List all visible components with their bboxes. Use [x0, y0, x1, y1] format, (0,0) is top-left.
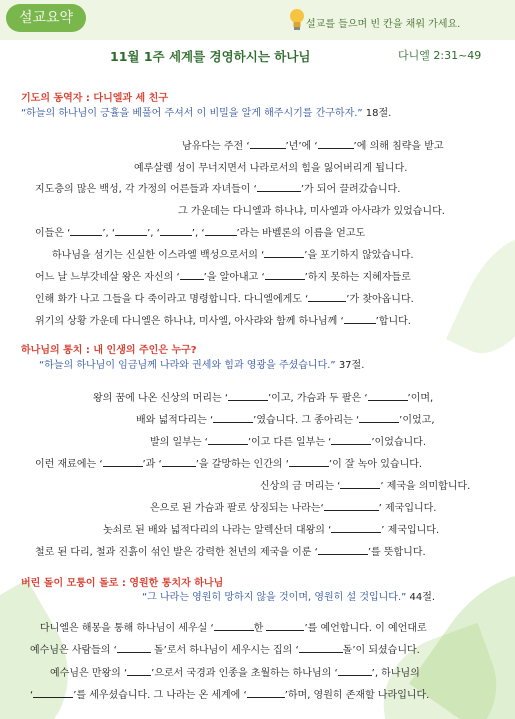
- verse-text: “하늘의 하나님이 임금님께 나라와 권세와 힘과 영광을 주셨습니다.”: [39, 360, 336, 371]
- fill-line: ‘ ’를 세우셨습니다. 그 나라는 온 세계에 ‘ ’하며, 영원히 존재할 나라입니다.: [30, 690, 430, 701]
- verse-ref: 18절.: [365, 108, 392, 119]
- blank-field[interactable]: [70, 226, 102, 236]
- section-verse: [142, 588, 435, 603]
- blank-field[interactable]: [368, 391, 408, 401]
- verse-ref: 44절.: [409, 592, 436, 603]
- light-bulb-icon: [286, 6, 308, 34]
- blank-field[interactable]: [115, 226, 147, 236]
- blank-field[interactable]: [33, 688, 73, 698]
- fill-line: 인해 화가 나고 그들을 다 죽이라고 명령합니다. 다니엘에게도 ‘ ’가 찾아옵니다.: [35, 294, 414, 305]
- blank-field[interactable]: [299, 643, 343, 653]
- blank-field[interactable]: [214, 621, 254, 631]
- blank-field[interactable]: [338, 666, 372, 676]
- blank-field[interactable]: [266, 621, 304, 631]
- fill-line: 신상의 금 머리는 ‘ ’ 제국을 의미합니다.: [260, 481, 471, 492]
- header-title: 설교요약: [6, 4, 86, 32]
- fill-line: 놋쇠로 된 배와 넓적다리의 나라는 알렉산더 대왕의 ‘ ’ 제국입니다.: [103, 525, 440, 536]
- blank-field[interactable]: [160, 226, 192, 236]
- fill-line: 위기의 상황 가운데 다니엘은 하나냐, 미사엘, 아사랴와 함께 하나님께 ‘ ’합니다.: [35, 316, 411, 327]
- blank-field[interactable]: [117, 643, 151, 653]
- fill-line: 예루살렘 성이 무너지면서 나라로서의 힘을 잃어버리게 됩니다.: [134, 163, 408, 174]
- fill-line: 철로 된 다리, 철과 진흙이 섞인 발은 강력한 천년의 제국을 이룬 ‘ ’를 뜻합니다.: [35, 547, 426, 558]
- fill-line: 배와 넓적다리는 ‘ ’였습니다. 그 종아리는 ‘ ’이었고,: [136, 415, 435, 426]
- title-row: [0, 47, 515, 65]
- fill-line: 이런 재료에는 ‘ ’과 ‘ ’을 갈망하는 인간의 ‘ ’이 잘 녹아 있습니다.: [35, 459, 423, 470]
- blank-field[interactable]: [308, 292, 346, 302]
- scripture-reference: 다니엘 2:31~49: [398, 49, 482, 62]
- header-note: 설교를 들으며 빈 칸을 채워 가세요.: [306, 19, 461, 30]
- section-heading: 버린 돌이 모퉁이 돌로 : 영원한 통치자 하나님: [21, 578, 224, 589]
- blank-field[interactable]: [180, 270, 204, 280]
- blank-field[interactable]: [318, 545, 368, 555]
- leaf-decoration: [446, 221, 515, 368]
- header-bar: [0, 0, 515, 40]
- sermon-title: 11월 1주 세계를 경영하시는 하나님: [110, 49, 311, 64]
- section-verse: [39, 356, 364, 371]
- blank-field[interactable]: [247, 688, 285, 698]
- blank-field[interactable]: [359, 413, 399, 423]
- section-heading: 하나님의 통치 : 내 인생의 주인은 누구?: [21, 345, 197, 356]
- blank-field[interactable]: [103, 457, 143, 467]
- verse-text: “하늘의 하나님이 긍휼을 베풀어 주셔서 이 비밀을 알게 해주시기를 간구하자.”: [21, 108, 363, 119]
- blank-field[interactable]: [162, 457, 196, 467]
- fill-line: 하나님을 섬기는 신실한 이스라엘 백성으로서의 ‘ ’을 포기하지 않았습니다.: [52, 250, 414, 261]
- fill-line: 예수님은 만왕의 ‘ ’으로서 국경과 인종을 초월하는 하나님의 ‘ ’, 하나님의: [50, 668, 420, 679]
- verse-ref: 37절.: [338, 360, 365, 371]
- blank-field[interactable]: [331, 435, 371, 445]
- fill-line: 예수님은 사람들의 ‘ 돌’로서 하나님이 세우시는 집의 ‘ 돌’이 되셨습니다.: [30, 645, 420, 656]
- blank-field[interactable]: [324, 501, 379, 511]
- blank-field[interactable]: [250, 139, 286, 149]
- blank-field[interactable]: [208, 435, 248, 445]
- blank-field[interactable]: [127, 666, 151, 676]
- fill-line: 발의 일부는 ‘ ’이고 다른 일부는 ‘ ’이었습니다.: [150, 437, 427, 448]
- fill-line: 다니엘은 해몽을 통해 하나님이 세우실 ‘ 한 ’를 예언합니다. 이 예언대로: [40, 623, 427, 634]
- blank-field[interactable]: [213, 413, 253, 423]
- blank-field[interactable]: [205, 226, 237, 236]
- blank-field[interactable]: [344, 314, 376, 324]
- fill-line: 은으로 된 가슴과 팔로 상징되는 나라는‘ ’ 제국입니다.: [150, 503, 437, 514]
- blank-field[interactable]: [331, 523, 381, 533]
- fill-line: 지도층의 많은 백성, 각 가정의 어른들과 자녀들이 ‘ ’가 되어 끌려갔습니다.: [35, 184, 401, 195]
- section-verse: [21, 104, 391, 119]
- blank-field[interactable]: [340, 479, 380, 489]
- blank-field[interactable]: [318, 139, 354, 149]
- blank-field[interactable]: [228, 391, 268, 401]
- fill-line: 어느 날 느부갓네살 왕은 자신의 ‘ ’을 알아내고 ‘ ’하지 못하는 지혜자들로: [35, 272, 411, 283]
- verse-text: “그 나라는 영원히 망하지 않을 것이며, 영원히 설 것입니다.”: [142, 592, 407, 603]
- fill-line: 남유다는 주전 ‘ ’년’에 ‘ ’에 의해 침략을 받고: [182, 141, 444, 152]
- fill-line: 이들은 ‘ ’, ‘ ’, ‘ ’, ‘ ’라는 바벨론의 이름을 얻고도: [35, 228, 366, 239]
- blank-field[interactable]: [289, 457, 329, 467]
- section-heading: 기도의 동역자 : 다니엘과 세 친구: [21, 93, 168, 104]
- blank-field[interactable]: [265, 270, 305, 280]
- fill-line: 왕의 꿈에 나온 신상의 머리는 ‘ ’이고, 가슴과 두 팔은 ‘ ’이며,: [93, 393, 434, 404]
- fill-line: 그 가운데는 다니엘과 하나냐, 미사엘과 아사랴가 있었습니다.: [178, 206, 445, 217]
- blank-field[interactable]: [264, 248, 304, 258]
- blank-field[interactable]: [257, 182, 301, 192]
